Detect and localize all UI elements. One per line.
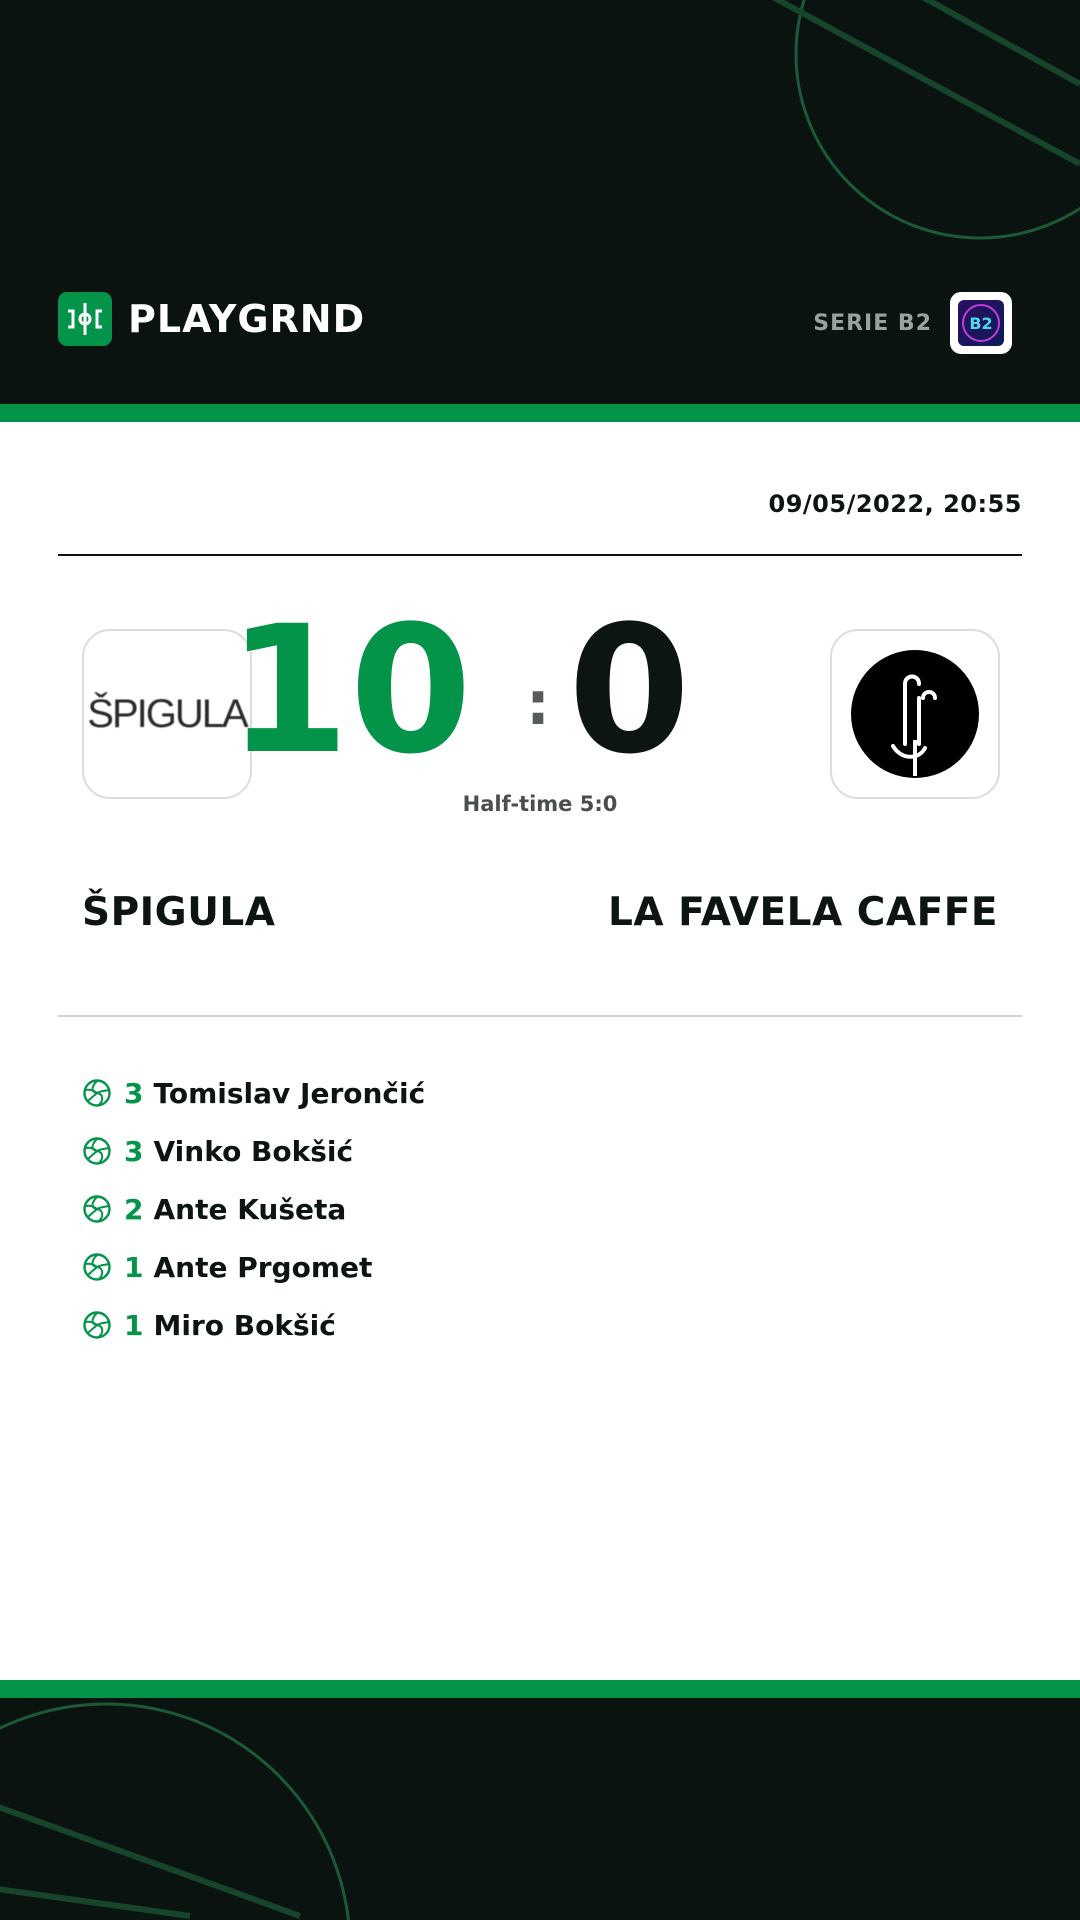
svg-text:B2: B2: [969, 314, 993, 333]
brand-name: PLAYGRND: [128, 297, 366, 341]
scorer-row[interactable]: [82, 1064, 425, 1122]
away-team-name[interactable]: LA FAVELA CAFFE: [608, 890, 998, 935]
header-band: [0, 0, 1080, 404]
scorer-goals: 3: [124, 1134, 144, 1168]
league-logo: [950, 292, 1012, 354]
ball-icon: [82, 1252, 112, 1282]
scorer-goals: 1: [124, 1250, 144, 1284]
scorer-row[interactable]: [82, 1122, 425, 1180]
home-score: 10: [227, 588, 472, 793]
scoreboard: [227, 588, 710, 793]
scorer-name: Miro Bokšić: [153, 1308, 336, 1342]
ball-icon: [82, 1194, 112, 1224]
scorer-row[interactable]: [82, 1180, 425, 1238]
footer-accent-stripe: [0, 1680, 1080, 1698]
home-crest-wordmark: ŠPIGULA: [87, 691, 247, 736]
scorer-name: Tomislav Jerončić: [153, 1076, 426, 1110]
scorer-goals: 2: [124, 1192, 144, 1226]
halftime-score: Half-time 5:0: [462, 792, 618, 816]
la-favela-logo: [849, 648, 981, 780]
scorer-goals: 1: [124, 1308, 144, 1342]
match-date: 09/05/2022, 20:55: [768, 490, 1022, 518]
divider: [58, 1015, 1022, 1017]
ball-icon: [82, 1136, 112, 1166]
pitch-lines-decoration: [0, 1698, 1080, 1920]
scorer-goals: 3: [124, 1076, 144, 1110]
header-accent-stripe: [0, 404, 1080, 422]
ball-icon: [82, 1310, 112, 1340]
scorer-row[interactable]: [82, 1238, 425, 1296]
league-name: SERIE B2: [813, 310, 932, 336]
scorer-name: Ante Prgomet: [153, 1250, 373, 1284]
scorers-list: [82, 1064, 425, 1354]
ball-icon: [82, 1078, 112, 1108]
brand[interactable]: [58, 292, 365, 346]
away-score: 0: [568, 588, 691, 793]
divider: [58, 554, 1022, 556]
pitch-icon: [58, 292, 112, 346]
scorer-name: Vinko Bokšić: [153, 1134, 354, 1168]
scorer-row[interactable]: [82, 1296, 425, 1354]
away-team-crest[interactable]: [830, 629, 1000, 799]
footer-band: [0, 1698, 1080, 1920]
scorer-name: Ante Kušeta: [153, 1192, 347, 1226]
league-info[interactable]: [813, 292, 1012, 354]
home-team-name[interactable]: ŠPIGULA: [82, 890, 276, 935]
score-separator: :: [526, 669, 550, 739]
